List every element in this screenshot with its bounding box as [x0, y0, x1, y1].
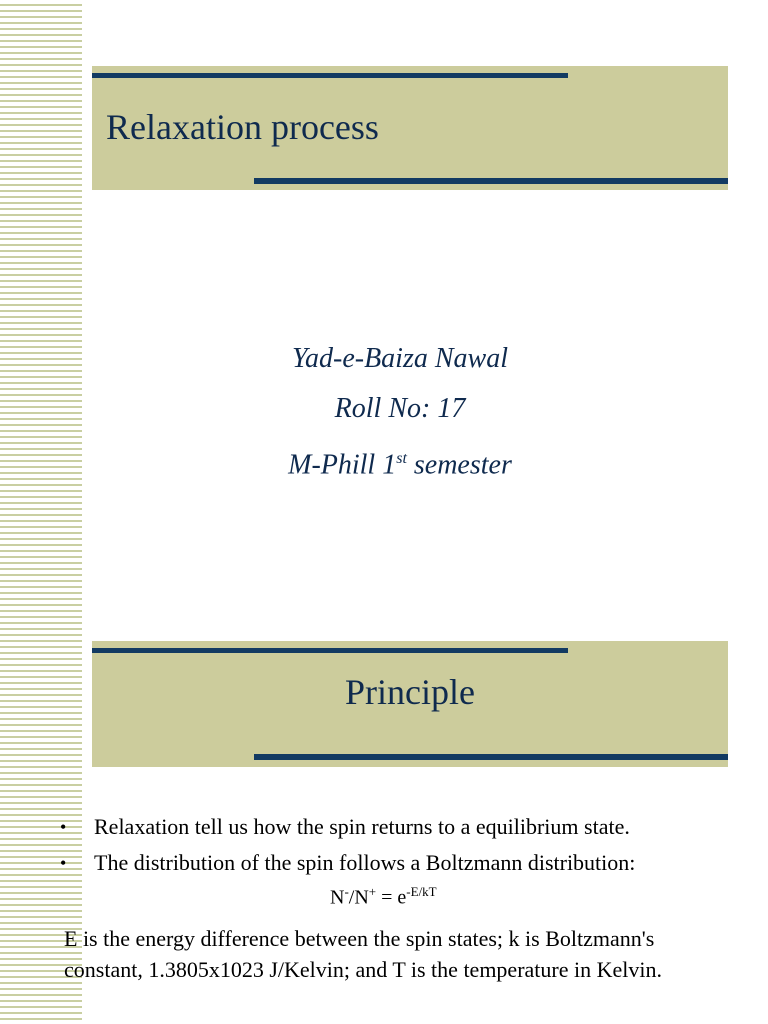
- roll-number: Roll No: 17: [334, 393, 466, 424]
- formula-eq: = e: [376, 886, 407, 909]
- slide2-title-band: [92, 641, 728, 767]
- program-superscript: st: [396, 450, 407, 467]
- author-name: Yad-e-Baiza Nawal: [292, 343, 508, 374]
- bullet-text: The distribution of the spin follows a Boltzmann distribution:: [94, 850, 636, 875]
- title-bar-bottom: [254, 754, 728, 760]
- bullet-list: [60, 812, 635, 884]
- program-line: [92, 434, 708, 490]
- bullet-symbol: •: [60, 853, 67, 873]
- program-prefix: M-Phill 1: [288, 449, 397, 481]
- slide2-title: Principle: [345, 672, 475, 712]
- title-bar-bottom: [254, 178, 728, 184]
- formula-sup-minus: -: [344, 884, 349, 899]
- title-bar-top: [92, 648, 568, 653]
- slide1-subtitle-block: [92, 334, 708, 490]
- program-suffix: semester: [406, 449, 512, 481]
- explanation-paragraph: E is the energy difference between the spin states; k is Boltzmann's constant, 1.3805x1023 J/Kelvin; and T is the temperature in Kelvin.: [64, 926, 662, 982]
- title-bar-top: [92, 73, 568, 78]
- boltzmann-formula: [330, 884, 437, 910]
- formula-n: N: [330, 886, 345, 909]
- list-item: [60, 812, 635, 848]
- formula-sup-plus: +: [368, 884, 377, 899]
- bullet-text: Relaxation tell us how the spin returns to a equilibrium state.: [94, 814, 630, 839]
- slide1-title: Relaxation process: [106, 107, 379, 147]
- list-item: [60, 848, 635, 884]
- slide1-title-band: [92, 66, 728, 190]
- formula-exponent: -E/kT: [406, 884, 437, 899]
- formula-sep: /N: [348, 886, 369, 909]
- bullet-symbol: •: [60, 817, 67, 837]
